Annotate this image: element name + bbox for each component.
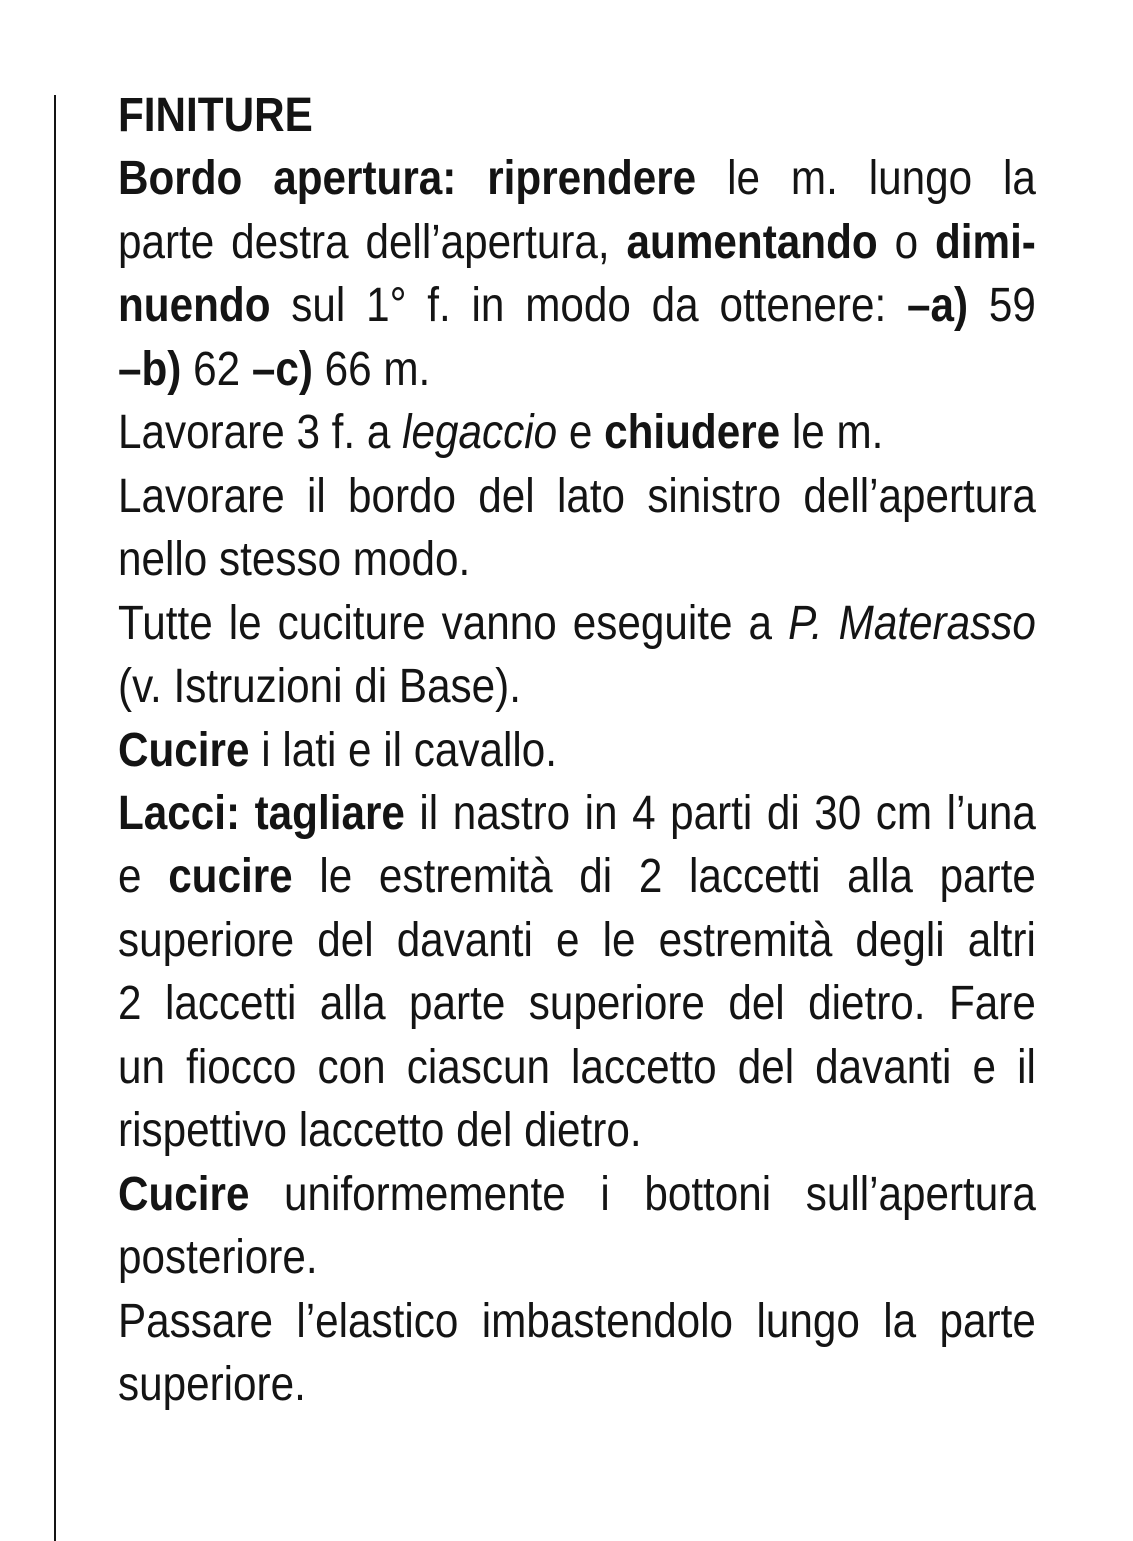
text-line <box>118 528 1036 591</box>
text-line <box>118 1099 1036 1162</box>
text-run: Lavorare 3 f. a <box>118 406 391 460</box>
bold-text: chiudere <box>604 406 781 460</box>
bold-text: –c) <box>251 342 313 396</box>
text-run: sul 1° f. in modo da ottenere: <box>291 279 887 333</box>
text-run: superiore. <box>118 1358 306 1412</box>
text-line <box>118 211 1036 274</box>
text-run: rispettivo laccetto del dietro. <box>118 1104 642 1158</box>
text-line <box>118 401 1036 464</box>
margin-rule <box>54 95 56 1541</box>
text-run: 66 m. <box>324 342 431 396</box>
text-run: e <box>568 406 593 460</box>
bold-text: –a) <box>907 279 969 333</box>
text-run: Tutte le cuciture vanno eseguite a <box>118 596 773 650</box>
text-run: superiore del davanti e le estremità degli altri <box>118 913 1036 967</box>
bold-text: Lacci: tagliare <box>118 786 405 840</box>
text-run: le estremità di 2 laccetti alla parte <box>319 850 1036 904</box>
text-line <box>118 782 1036 845</box>
text-run: 59 <box>988 279 1036 333</box>
bold-text: Bordo apertura: riprendere <box>118 152 697 206</box>
text-run: un fiocco con ciascun laccetto del davanti e il <box>118 1040 1036 1094</box>
text-run: 62 <box>193 342 241 396</box>
text-line <box>118 1353 1036 1416</box>
italic-text: legaccio <box>402 406 558 460</box>
text-line <box>118 147 1036 210</box>
bold-text: Cucire <box>118 1167 250 1221</box>
text-run: Passare l’elastico imbastendolo lungo la parte <box>118 1294 1036 1348</box>
text-run: le m. <box>791 406 884 460</box>
text-line <box>118 338 1036 401</box>
section-heading: FINITURE <box>118 89 313 142</box>
text-run: i lati e il cavallo. <box>261 723 558 777</box>
text-run: le m. lungo la <box>727 152 1036 206</box>
text-line <box>118 274 1036 337</box>
text-run: parte destra dell’apertura, <box>118 215 610 269</box>
text-run: il nastro in 4 parti di 30 cm l’una <box>419 786 1036 840</box>
text-run: uniformemente i bottoni sull’apertura <box>284 1167 1036 1221</box>
text-line <box>118 1226 1036 1289</box>
text-line <box>118 1036 1036 1099</box>
text-run: (v. Istruzioni di Base). <box>118 660 521 714</box>
text-line <box>118 655 1036 718</box>
italic-text: P. Materasso <box>788 596 1036 650</box>
text-run: posteriore. <box>118 1231 318 1285</box>
text-run: nello stesso modo. <box>118 533 471 587</box>
text-line <box>118 972 1036 1035</box>
text-line <box>118 1290 1036 1353</box>
text-line <box>118 845 1036 908</box>
text-run: o <box>894 215 919 269</box>
bold-text: aumentando <box>626 215 878 269</box>
text-run: 2 laccetti alla parte superiore del dietro. Fare <box>118 977 1036 1031</box>
text-line <box>118 465 1036 528</box>
bold-text: Cucire <box>118 723 250 777</box>
bold-text: nuendo <box>118 279 271 333</box>
bold-text: dimi- <box>934 215 1036 269</box>
text-run: e <box>118 850 142 904</box>
text-line <box>118 1163 1036 1226</box>
text-run: Lavorare il bordo del lato sinistro dell’apertura <box>118 469 1036 523</box>
bold-text: cucire <box>168 850 293 904</box>
text-column <box>118 84 1036 1417</box>
text-line <box>118 592 1036 655</box>
text-line <box>118 719 1036 782</box>
text-line <box>118 909 1036 972</box>
bold-text: –b) <box>118 342 182 396</box>
